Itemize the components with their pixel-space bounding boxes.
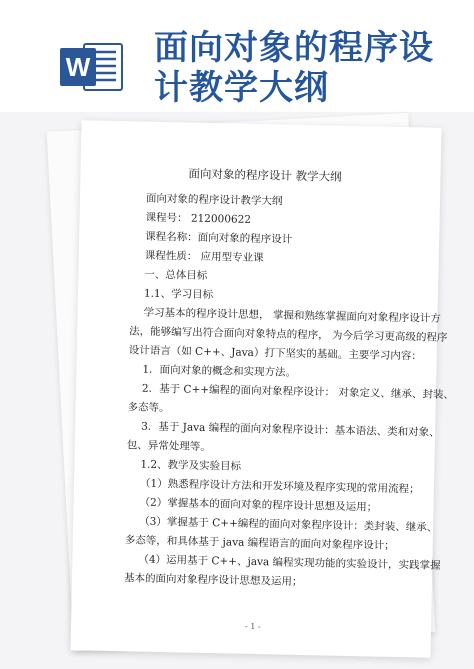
document-title: 面向对象的程序设计 教学大纲 [188, 166, 342, 184]
doc-line: 面向对象的程序设计教学大纲 [145, 192, 283, 208]
doc-line: 3．基于 Java 编程的面向对象程序设计：基本语法、类和对象、 [141, 420, 440, 439]
doc-line: 包、异常处理等。 [126, 439, 211, 454]
doc-line: （4）运用基于 C++、java 编程实现功能的实验设计，实践掌握 [138, 553, 441, 572]
page-number: - 1 - [244, 621, 261, 632]
doc-line: （3）掌握基于 C++编程的面向对象程序设计：类封装、继承、 [139, 515, 438, 534]
document-page [70, 120, 455, 657]
doc-line: 多态等，和具体基于 java 编程语言的面向对象程序设计； [124, 534, 395, 552]
doc-line: （1）熟悉程序设计方法和开发环境及程序实现的常用流程； [139, 477, 420, 496]
doc-line: 1.1、学习目标 [143, 287, 214, 302]
doc-line: 课程号： 212000622 [145, 211, 252, 226]
doc-line: 1.2、教学及实验目标 [140, 458, 242, 473]
doc-line: 1．面向对象的概念和实现方法。 [142, 363, 297, 379]
doc-line: 基本的面向对象程序设计思想及运用； [123, 572, 303, 589]
page-title-line-1: 面向对象的程序设 [154, 28, 434, 68]
doc-line: 法，能够编写出符合面向对象特点的程序， 为今后学习更高级的程序 [129, 325, 448, 344]
page-title [154, 28, 454, 108]
doc-line: 学习基本的程序设计思想， 掌握和熟练掌握面向对象程序设计方 [143, 306, 441, 325]
word-icon-letter: W [65, 52, 91, 82]
doc-line: 课程性质： 应用型专业课 [144, 249, 264, 265]
header-banner [0, 0, 474, 112]
doc-line: 课程名称：面向对象的程序设计 [145, 230, 293, 246]
doc-line: 2．基于 C++编程的面向对象程序设计： 对象定义、继承、封装、 [141, 382, 455, 402]
doc-line: （2）掌握基本的面向对象的程序设计思想及运用； [139, 496, 378, 514]
word-document-icon [58, 38, 124, 96]
doc-line: 一、总体目标 [144, 268, 208, 282]
doc-line: 设计语言（如 C++、Java）打下坚实的基础。主要学习内容： [128, 344, 422, 363]
doc-line: 多态等。 [127, 401, 170, 415]
page-title-line-2: 计教学大纲 [154, 68, 329, 108]
